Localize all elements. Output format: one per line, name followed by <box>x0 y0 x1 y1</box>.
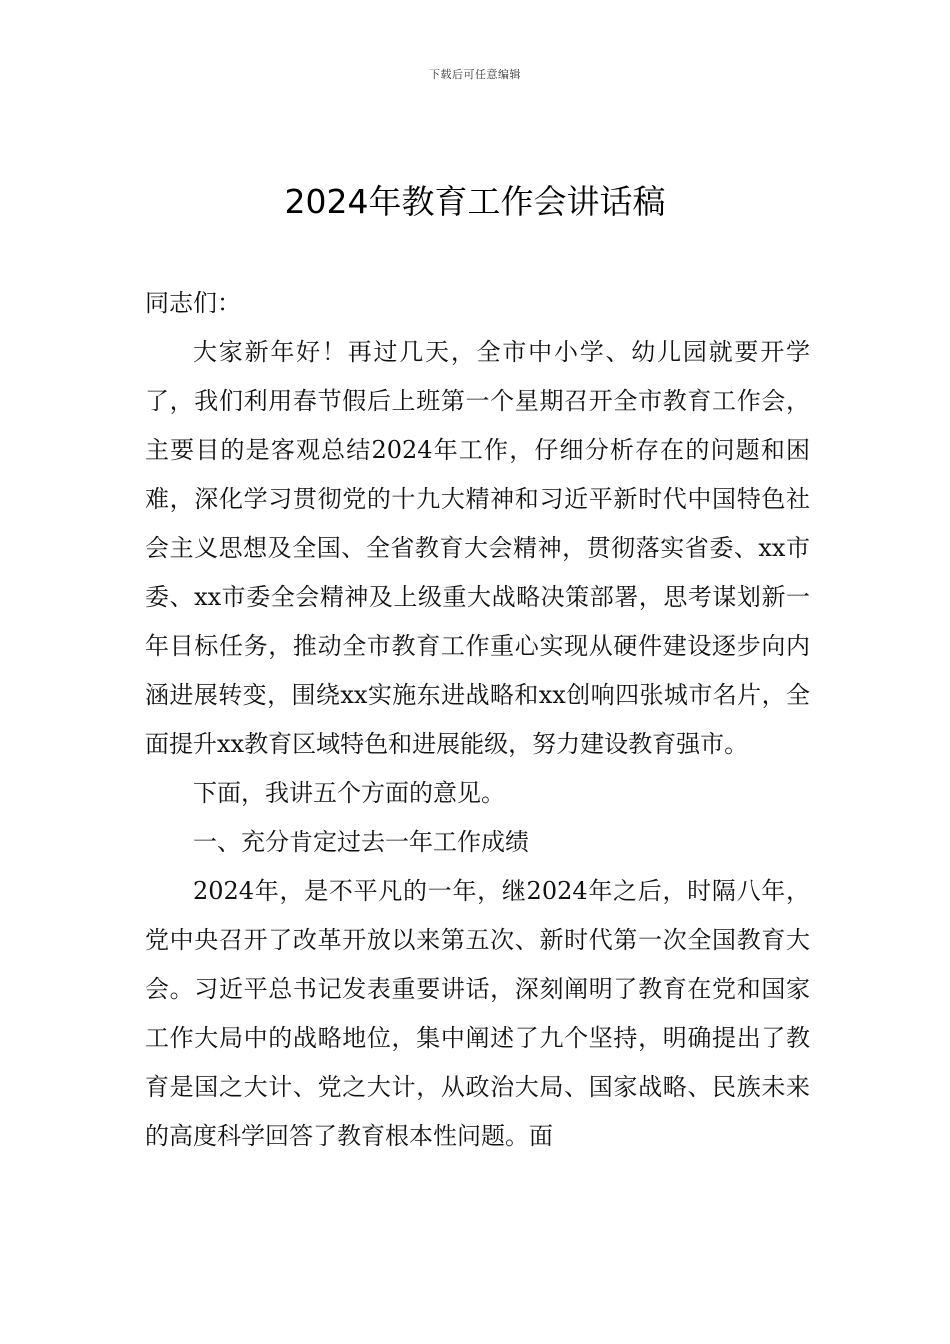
header-note: 下载后可任意编辑 <box>429 68 521 81</box>
salutation: 同志们： <box>145 289 241 317</box>
paragraph-opening: 大家新年好！再过几天，全市中小学、幼儿园就要开学了，我们利用春节假后上班第一个星期召开全市教育工作会，主要目的是客观总结2024年工作，仔细分析存在的问题和困难，深化学习贯彻党的十九大精神和习近平新时代中国特色社会主义思想及全国、全省教育大会精神，贯彻落实省委、xx市委、xx市委全会精神及上级重大战略决策部署，思考谋划新一年目标任务，推动全市教育工作重心实现从硬件建设逐步向内涵进展转变，围绕xx实施东进战略和xx创响四张城市名片，全面提升xx教育区域特色和进展能级，努力建设教育强市。 <box>145 338 810 758</box>
paragraph-intro: 下面，我讲五个方面的意见。 <box>193 779 505 807</box>
document-body <box>145 279 810 1161</box>
paragraph-section-1: 2024年，是不平凡的一年，继2024年之后，时隔八年，党中央召开了改革开放以来第五次、新时代第一次全国教育大会。习近平总书记发表重要讲话，深刻阐明了教育在党和国家工作大局中的战略地位，集中阐述了九个坚持，明确提出了教育是国之大计、党之大计，从政治大局、国家战略、民族未来的高度科学回答了教育根本性问题。面 <box>145 877 810 1150</box>
document-title: 2024年教育工作会讲话稿 <box>284 182 666 221</box>
section-heading-1: 一、充分肯定过去一年工作成绩 <box>193 828 529 856</box>
